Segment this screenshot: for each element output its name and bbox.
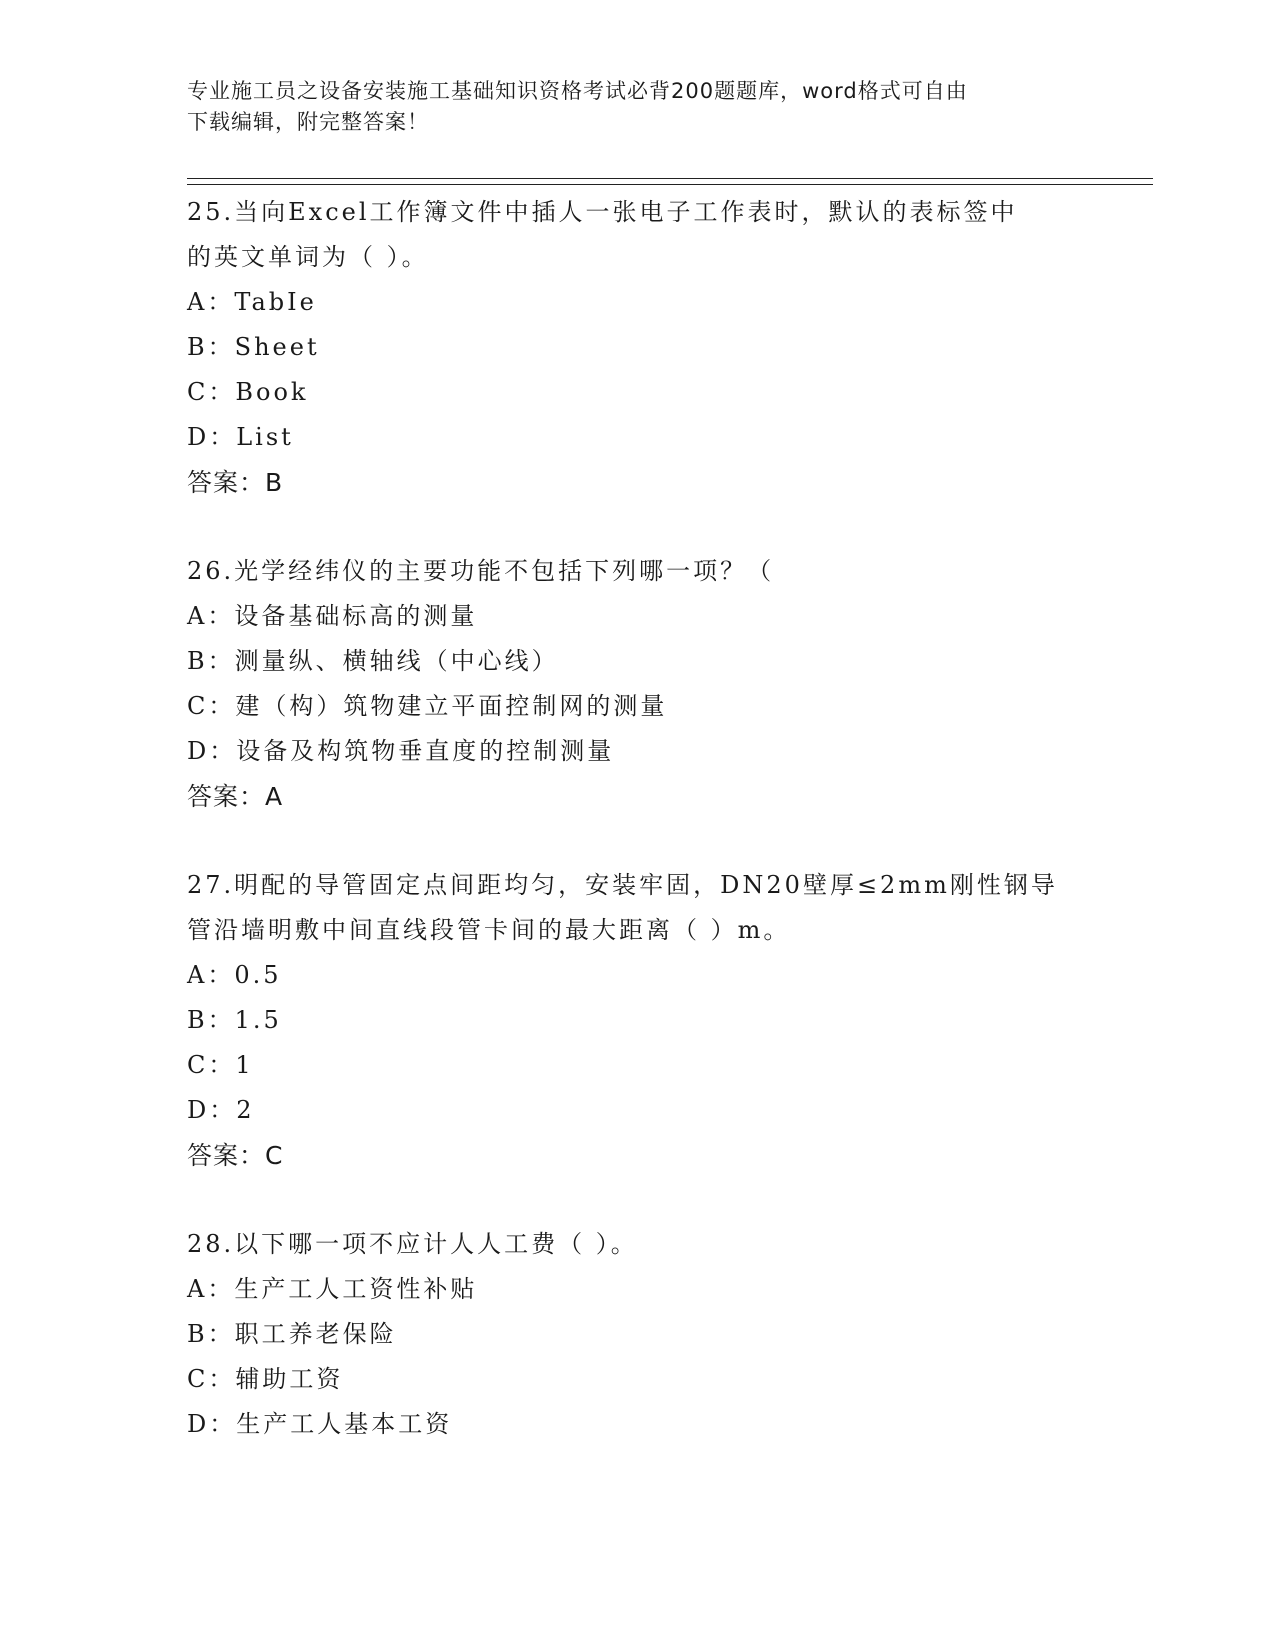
header-line-2: 下载编辑，附完整答案！	[187, 110, 429, 134]
document-header	[187, 76, 1067, 138]
question-text-line: 管沿墙明敷中间直线段管卡间的最大距离（ ）m。	[187, 916, 791, 944]
option-a: A：设备基础标高的测量	[187, 602, 478, 630]
header-double-rule	[187, 178, 1153, 185]
question-28	[187, 1222, 1087, 1447]
option-c: C：1	[187, 1051, 254, 1079]
option-a: A：TabIe	[187, 288, 317, 316]
answer-line: 答案：B	[187, 468, 284, 497]
question-27	[187, 863, 1087, 1178]
option-c: C：建（构）筑物建立平面控制网的测量	[187, 692, 668, 720]
question-text-line: 28.以下哪一项不应计人人工费（ ）。	[187, 1230, 638, 1258]
option-b: B：Sheet	[187, 333, 320, 361]
question-text-line: 27.明配的导管固定点间距均匀，安装牢固，DN20壁厚≤2mm刚性钢导	[187, 871, 1058, 899]
option-d: D：List	[187, 423, 294, 451]
option-c: C：Book	[187, 378, 309, 406]
option-a: A：生产工人工资性补贴	[187, 1275, 478, 1303]
question-list	[187, 190, 1087, 1491]
question-26	[187, 549, 1087, 819]
header-line-1: 专业施工员之设备安装施工基础知识资格考试必背200题题库，word格式可自由	[187, 79, 968, 103]
option-b: B：测量纵、横轴线（中心线）	[187, 647, 559, 675]
answer-line: 答案：A	[187, 782, 284, 811]
option-d: D：生产工人基本工资	[187, 1410, 453, 1438]
option-d: D：2	[187, 1096, 255, 1124]
option-b: B：1.5	[187, 1006, 282, 1034]
option-a: A：0.5	[187, 961, 282, 989]
option-c: C：辅助工资	[187, 1365, 344, 1393]
question-text-line: 26.光学经纬仪的主要功能不包括下列哪一项？（	[187, 557, 775, 585]
question-text-line: 的英文单词为（ ）。	[187, 243, 429, 271]
option-b: B：职工养老保险	[187, 1320, 397, 1348]
question-text-line: 25.当向Excel工作簿文件中插人一张电子工作表时，默认的表标签中	[187, 198, 1018, 226]
question-25	[187, 190, 1087, 505]
option-d: D：设备及构筑物垂直度的控制测量	[187, 737, 615, 765]
answer-line: 答案：C	[187, 1141, 284, 1170]
